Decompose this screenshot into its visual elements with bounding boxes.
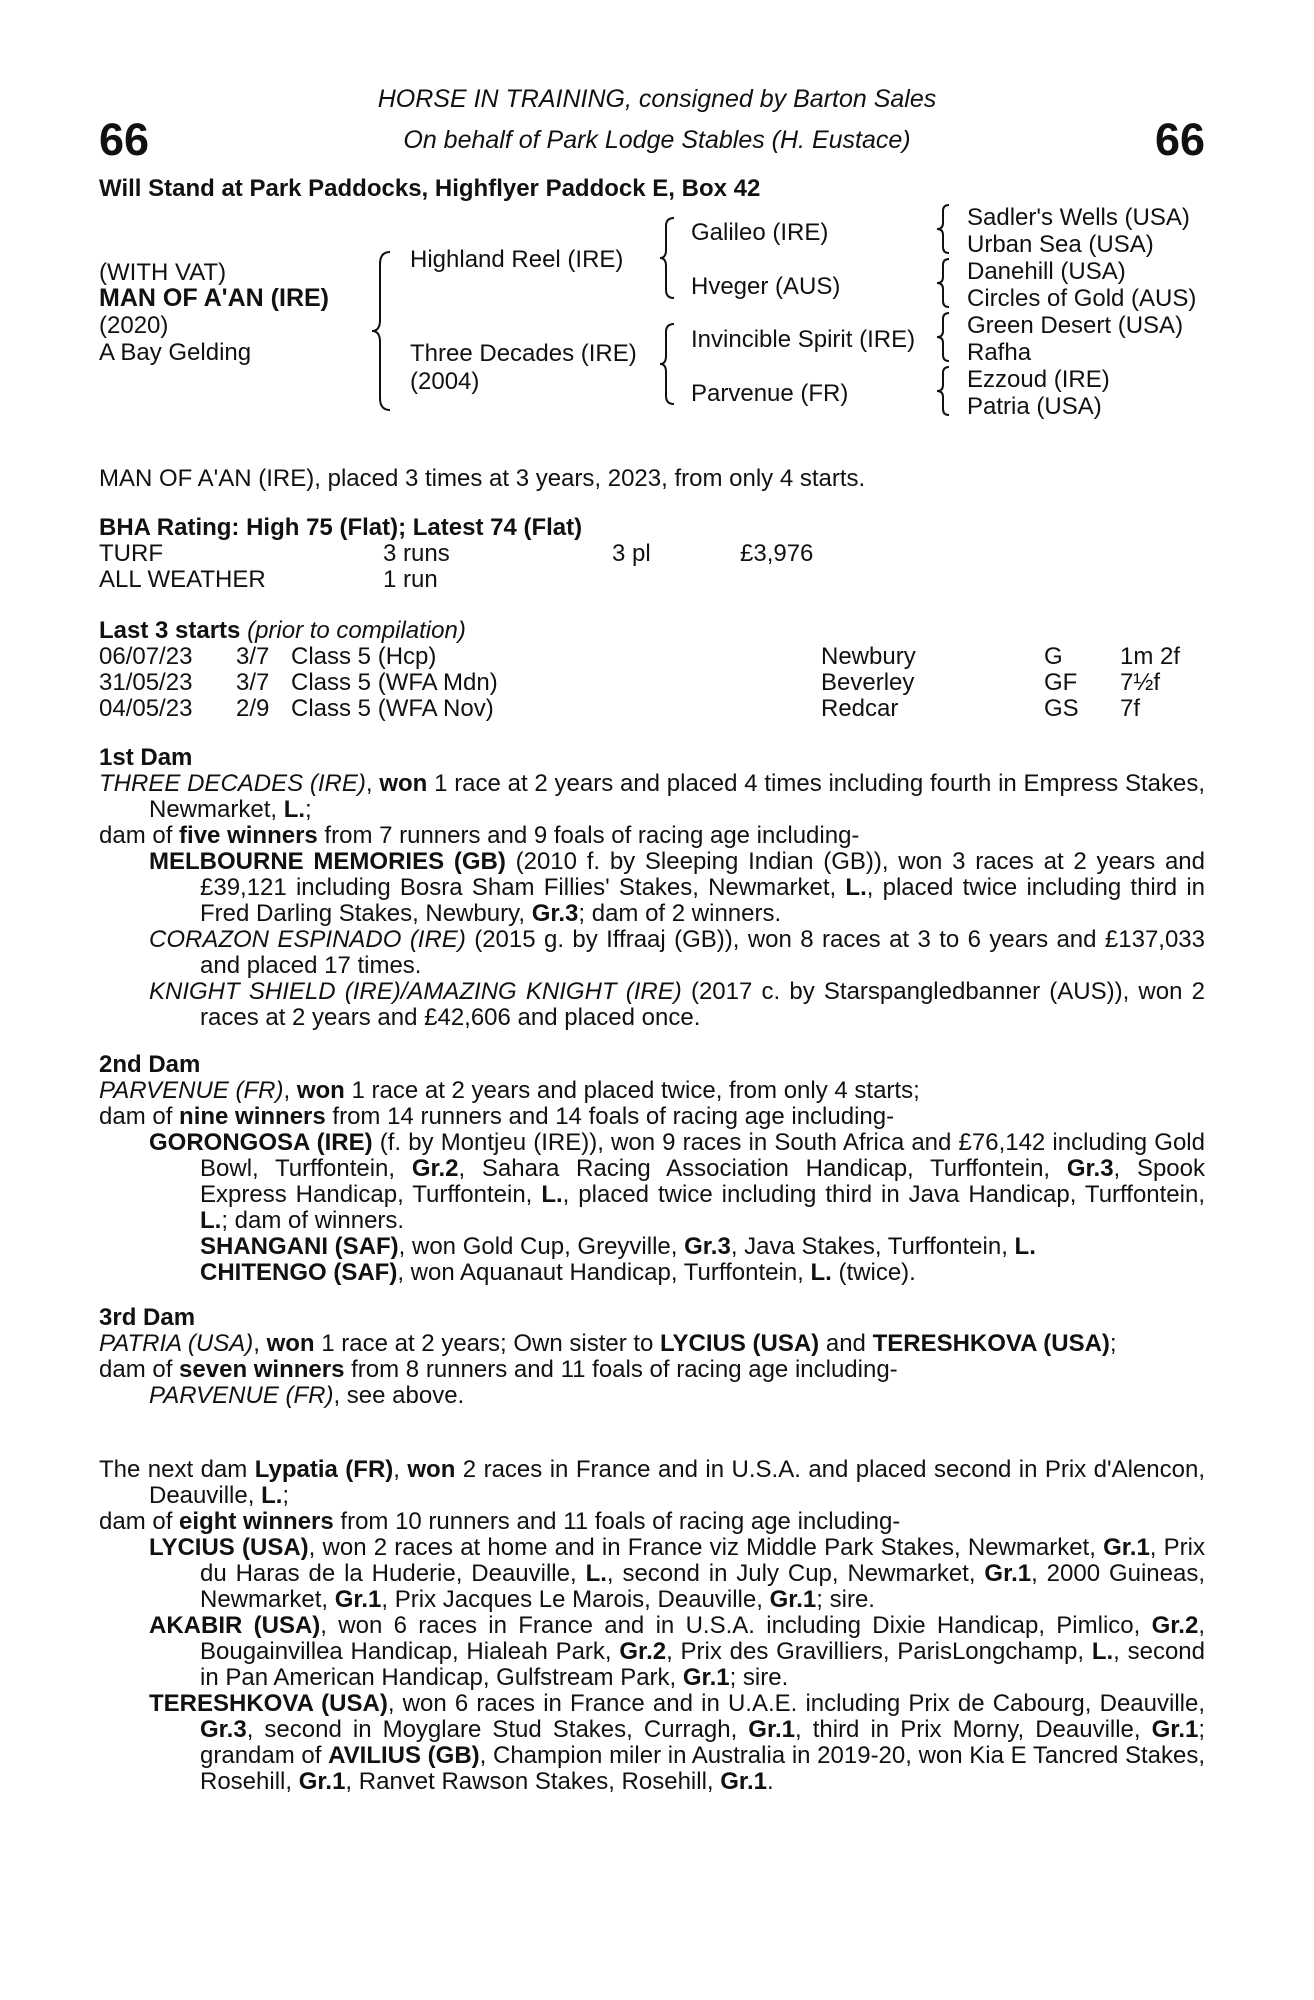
group-label: Gr.1 bbox=[720, 1768, 767, 1795]
text: (2017 c. by Starspangledbanner (AUS)), won 2 races at 2 years and £42,606 and placed once. bbox=[200, 978, 1205, 1031]
text: dam of bbox=[99, 1508, 180, 1535]
start-position: 3/7 bbox=[236, 669, 270, 696]
start-distance: 1m 2f bbox=[1120, 643, 1181, 670]
listed-label: L. bbox=[1091, 1638, 1114, 1665]
listed-label: L. bbox=[845, 874, 867, 901]
third-dam-produce bbox=[99, 1357, 1205, 1383]
text: 2 races in France and in U.S.A. and placed second in Prix d'Alencon, Deauville, bbox=[149, 1456, 1205, 1509]
consignment-title: HORSE IN TRAINING, consigned by Barton Sales bbox=[377, 85, 937, 113]
text: dam of bbox=[99, 1103, 180, 1130]
sibling-name: TERESHKOVA (USA) bbox=[872, 1330, 1110, 1357]
text: , 2000 Guineas, Newmarket, bbox=[200, 1560, 1206, 1613]
placed: 3 pl bbox=[612, 540, 651, 567]
text: , won Gold Cup, Greyville, bbox=[398, 1233, 685, 1260]
group-label: Gr.3 bbox=[684, 1233, 731, 1260]
start-row bbox=[99, 644, 1180, 670]
first-dam-produce bbox=[99, 823, 1205, 849]
progeny-entry bbox=[99, 1613, 1205, 1691]
lot-number-left: 66 bbox=[99, 114, 150, 165]
last-starts-heading bbox=[99, 618, 466, 644]
dam-name: PATRIA (USA) bbox=[99, 1330, 254, 1357]
foaling-year: (2020) bbox=[99, 312, 169, 339]
pedigree-gen3-8: Patria (USA) bbox=[967, 393, 1102, 420]
progeny-entry bbox=[99, 979, 1205, 1031]
start-position: 2/9 bbox=[236, 695, 270, 722]
consignment-subtitle: On behalf of Park Lodge Stables (H. Eustace) bbox=[403, 126, 911, 154]
text: , bbox=[283, 1077, 297, 1104]
listed-label: L. bbox=[200, 1207, 222, 1234]
stand-location: Will Stand at Park Paddocks, Highflyer Paddock E, Box 42 bbox=[99, 175, 761, 202]
text: (f. by Montjeu (IRE)), won 9 races in South Africa and £76,142 including Gold Bowl, Turffontein, bbox=[200, 1129, 1205, 1182]
group-label: Gr.1 bbox=[769, 1586, 817, 1613]
pedigree-dam-dam: Parvenue (FR) bbox=[691, 380, 849, 407]
text: (2015 g. by Iffraaj (GB)), won 8 races at 3 to 6 years and £137,033 and placed 17 times. bbox=[200, 926, 1206, 979]
group-label: Gr.3 bbox=[200, 1716, 247, 1743]
last-starts-table bbox=[99, 644, 1180, 722]
text: , Bougainvillea Handicap, Hialeah Park, bbox=[200, 1612, 1205, 1665]
group-label: Gr.1 bbox=[682, 1664, 730, 1691]
second-dam-heading: 2nd Dam bbox=[99, 1051, 201, 1078]
text: , won 2 races at home and in France viz Middle Park Stakes, Newmarket, bbox=[308, 1534, 1104, 1561]
text: , Spook Express Handicap, Turffontein, bbox=[200, 1155, 1206, 1208]
start-distance: 7f bbox=[1120, 695, 1141, 722]
progeny-name: MELBOURNE MEMORIES (GB) bbox=[149, 848, 506, 875]
pedigree-gen3-2: Urban Sea (USA) bbox=[967, 231, 1154, 258]
pedigree-sire-sire: Galileo (IRE) bbox=[691, 219, 829, 246]
second-dam-record bbox=[99, 1078, 1205, 1104]
group-label: Gr.3 bbox=[1066, 1155, 1114, 1182]
start-going: G bbox=[1044, 643, 1063, 670]
winners-count: nine winners bbox=[179, 1103, 326, 1130]
text: , Ranvet Rawson Stakes, Rosehill, bbox=[345, 1768, 721, 1795]
won-label: won bbox=[296, 1077, 345, 1104]
pedigree-gen3-1: Sadler's Wells (USA) bbox=[967, 204, 1190, 231]
last-starts-note: (prior to compilation) bbox=[247, 617, 466, 644]
pedigree-dam-sire: Invincible Spirit (IRE) bbox=[691, 326, 916, 353]
progeny-name: AKABIR (USA) bbox=[149, 1612, 321, 1639]
text: The next dam bbox=[99, 1456, 255, 1483]
progeny-name: TERESHKOVA (USA) bbox=[149, 1690, 388, 1717]
listed-label: L. bbox=[283, 796, 306, 823]
text: , see above. bbox=[333, 1382, 465, 1409]
third-dam-record bbox=[99, 1331, 1205, 1357]
next-dam-produce bbox=[99, 1509, 1205, 1535]
pedigree-brace-main bbox=[368, 250, 398, 412]
text: 1 race at 2 years; Own sister to bbox=[314, 1330, 661, 1357]
dam-name: THREE DECADES (IRE) bbox=[99, 770, 366, 797]
group-label: Gr.1 bbox=[1103, 1534, 1150, 1561]
text: , won 6 races in France and in U.S.A. including Dixie Handicap, Pimlico, bbox=[320, 1612, 1152, 1639]
pedigree-brace-sire bbox=[656, 216, 680, 300]
pedigree-dam-year: (2004) bbox=[410, 368, 480, 395]
progeny-entry bbox=[99, 1535, 1205, 1613]
start-course: Redcar bbox=[821, 695, 899, 722]
text: , placed twice including third in Fred Darling Stakes, Newbury, bbox=[200, 874, 1205, 927]
text: , Champion miler in Australia in 2019-20, won Kia E Tancred Stakes, Rosehill, bbox=[200, 1742, 1206, 1795]
progeny-name: KNIGHT SHIELD (IRE)/AMAZING KNIGHT (IRE) bbox=[149, 978, 682, 1005]
last-starts-title: Last 3 starts bbox=[99, 617, 241, 644]
text: and bbox=[819, 1330, 873, 1357]
text: ; dam of 2 winners. bbox=[578, 900, 782, 927]
surface: TURF bbox=[99, 540, 163, 567]
placed bbox=[612, 567, 740, 593]
text: , Sahara Racing Association Handicap, Turffontein, bbox=[458, 1155, 1067, 1182]
sibling-name: LYCIUS (USA) bbox=[660, 1330, 820, 1357]
progeny-entry bbox=[99, 1691, 1205, 1795]
next-dam-record bbox=[99, 1457, 1205, 1509]
text: (2010 f. by Sleeping Indian (GB)), won 3 races at 2 years and £39,121 including Bosra Sham Fillies' Stakes, Newmarket, bbox=[200, 848, 1205, 901]
start-going: GS bbox=[1044, 695, 1079, 722]
dam-name: Lypatia (FR) bbox=[254, 1456, 394, 1483]
group-label: Gr.1 bbox=[298, 1768, 346, 1795]
group-label: Gr.1 bbox=[334, 1586, 382, 1613]
horse-description: A Bay Gelding bbox=[99, 339, 252, 366]
text: 1 race at 2 years and placed 4 times including fourth in Empress Stakes, Newmarket, bbox=[149, 770, 1206, 823]
first-dam-record bbox=[99, 771, 1205, 823]
progeny-name: PARVENUE (FR) bbox=[149, 1382, 334, 1409]
progeny-entry bbox=[99, 849, 1205, 927]
start-date: 06/07/23 bbox=[99, 643, 193, 670]
first-dam-section bbox=[99, 745, 1205, 1031]
third-dam-heading: 3rd Dam bbox=[99, 1304, 196, 1331]
group-label: Gr.2 bbox=[1151, 1612, 1199, 1639]
text: (twice). bbox=[831, 1259, 916, 1286]
listed-label: L. bbox=[585, 1560, 607, 1587]
text: , Prix du Haras de la Huderie, Deauville, bbox=[200, 1534, 1205, 1587]
rating-row bbox=[99, 567, 813, 593]
text: , Prix Jacques Le Marois, Deauville, bbox=[381, 1586, 770, 1613]
runs: 3 runs bbox=[383, 540, 450, 567]
text: ; grandam of bbox=[200, 1716, 1206, 1769]
listed-label: L. bbox=[810, 1259, 832, 1286]
horse-name: MAN OF A'AN (IRE) bbox=[99, 284, 329, 312]
text: from 10 runners and 11 foals of racing age including- bbox=[333, 1508, 901, 1535]
text: ; sire. bbox=[816, 1586, 875, 1613]
group-label: Gr.3 bbox=[531, 900, 579, 927]
grand-progeny-entry bbox=[99, 1234, 1205, 1260]
text: , bbox=[253, 1330, 267, 1357]
text: , placed twice including third in Java Handicap, Turffontein, bbox=[562, 1181, 1206, 1208]
progeny-entry bbox=[99, 927, 1205, 979]
text: ; sire. bbox=[729, 1664, 789, 1691]
text: from 8 runners and 11 foals of racing age including- bbox=[344, 1356, 898, 1383]
pedigree-gen3-5: Green Desert (USA) bbox=[967, 312, 1184, 339]
progeny-name: LYCIUS (USA) bbox=[149, 1534, 309, 1561]
grand-progeny-entry bbox=[99, 1260, 1205, 1286]
progeny-name: CORAZON ESPINADO (IRE) bbox=[149, 926, 466, 953]
text: from 7 runners and 9 foals of racing age including- bbox=[317, 822, 860, 849]
start-row bbox=[99, 670, 1180, 696]
winners-count: seven winners bbox=[179, 1356, 345, 1383]
last-starts-rows bbox=[99, 644, 1180, 722]
start-distance: 7½f bbox=[1120, 669, 1161, 696]
won-label: won bbox=[379, 770, 428, 797]
text: , bbox=[393, 1456, 408, 1483]
progeny-name: AVILIUS (GB) bbox=[328, 1742, 480, 1769]
winners-count: eight winners bbox=[179, 1508, 334, 1535]
winners-count: five winners bbox=[179, 822, 318, 849]
group-label: Gr.2 bbox=[411, 1155, 459, 1182]
pedigree-gen3-7: Ezzoud (IRE) bbox=[967, 366, 1110, 393]
text: , won Aquanaut Handicap, Turffontein, bbox=[397, 1259, 811, 1286]
vat-note: (WITH VAT) bbox=[99, 259, 227, 286]
start-course: Beverley bbox=[821, 669, 915, 696]
rating-row bbox=[99, 541, 813, 567]
text: 1 race at 2 years and placed twice, from only 4 starts; bbox=[344, 1077, 920, 1104]
text: , won 6 races in France and in U.A.E. including Prix de Cabourg, Deauville, bbox=[387, 1690, 1205, 1717]
earnings bbox=[740, 567, 813, 593]
dam-name: PARVENUE (FR) bbox=[99, 1077, 284, 1104]
progeny-name: GORONGOSA (IRE) bbox=[149, 1129, 373, 1156]
progeny-name: CHITENGO (SAF) bbox=[200, 1259, 398, 1286]
pedigree-brace-g3-1 bbox=[933, 203, 955, 255]
group-label: Gr.1 bbox=[984, 1560, 1032, 1587]
text: , Prix des Gravilliers, ParisLongchamp, bbox=[666, 1638, 1092, 1665]
pedigree-gen3-3: Danehill (USA) bbox=[967, 258, 1126, 285]
pedigree-gen3-6: Rafha bbox=[967, 339, 1032, 366]
pedigree-brace-dam bbox=[656, 322, 680, 406]
bha-rating: BHA Rating: High 75 (Flat); Latest 74 (Flat) bbox=[99, 514, 583, 541]
text: , bbox=[365, 770, 380, 797]
listed-label: L. bbox=[261, 1482, 283, 1509]
start-position: 3/7 bbox=[236, 643, 270, 670]
text: , third in Prix Morny, Deauville, bbox=[795, 1716, 1152, 1743]
earnings: £3,976 bbox=[740, 540, 814, 567]
text: , second in Moyglare Stud Stakes, Curragh, bbox=[246, 1716, 749, 1743]
start-going: GF bbox=[1044, 669, 1078, 696]
third-dam-section bbox=[99, 1305, 1205, 1409]
pedigree-sire-dam: Hveger (AUS) bbox=[691, 273, 841, 300]
won-label: won bbox=[266, 1330, 315, 1357]
text: , second in July Cup, Newmarket, bbox=[606, 1560, 985, 1587]
pedigree-gen3-4: Circles of Gold (AUS) bbox=[967, 285, 1197, 312]
pedigree-sire: Highland Reel (IRE) bbox=[410, 246, 624, 273]
won-label: won bbox=[407, 1456, 456, 1483]
text: dam of bbox=[99, 822, 180, 849]
next-dam-section bbox=[99, 1457, 1205, 1795]
start-date: 31/05/23 bbox=[99, 669, 193, 696]
progeny-name: SHANGANI (SAF) bbox=[200, 1233, 399, 1260]
start-race: Class 5 (WFA Mdn) bbox=[291, 669, 498, 696]
text: ; bbox=[305, 796, 312, 823]
listed-label: L. bbox=[541, 1181, 563, 1208]
text: from 14 runners and 14 foals of racing age including- bbox=[325, 1103, 895, 1130]
pedigree-brace-g3-2 bbox=[933, 257, 955, 309]
start-row bbox=[99, 696, 1180, 722]
pedigree-dam: Three Decades (IRE) bbox=[410, 340, 637, 367]
progeny-entry bbox=[99, 1383, 1205, 1409]
text: ; bbox=[1109, 1330, 1117, 1357]
text: ; dam of winners. bbox=[221, 1207, 405, 1234]
rating-table bbox=[99, 541, 813, 593]
progeny-entry bbox=[99, 1130, 1205, 1234]
rating-rows bbox=[99, 541, 813, 593]
runs: 1 run bbox=[383, 566, 438, 593]
race-summary: MAN OF A'AN (IRE), placed 3 times at 3 years, 2023, from only 4 starts. bbox=[99, 465, 866, 492]
start-race: Class 5 (WFA Nov) bbox=[291, 695, 494, 722]
text: . bbox=[766, 1768, 774, 1795]
text: , second in Pan American Handicap, Gulfstream Park, bbox=[200, 1638, 1205, 1691]
listed-label: L. bbox=[1014, 1233, 1036, 1260]
lot-number-right: 66 bbox=[1154, 114, 1205, 165]
second-dam-produce bbox=[99, 1104, 1205, 1130]
group-label: Gr.1 bbox=[1151, 1716, 1199, 1743]
pedigree-brace-g3-3 bbox=[933, 311, 955, 363]
first-dam-heading: 1st Dam bbox=[99, 744, 193, 771]
text: dam of bbox=[99, 1356, 180, 1383]
second-dam-section bbox=[99, 1052, 1205, 1286]
group-label: Gr.1 bbox=[748, 1716, 795, 1743]
start-course: Newbury bbox=[821, 643, 916, 670]
pedigree-brace-g3-4 bbox=[933, 365, 955, 417]
start-date: 04/05/23 bbox=[99, 695, 193, 722]
text: , Java Stakes, Turffontein, bbox=[730, 1233, 1015, 1260]
text: ; bbox=[282, 1482, 290, 1509]
start-race: Class 5 (Hcp) bbox=[291, 643, 437, 670]
group-label: Gr.2 bbox=[619, 1638, 667, 1665]
surface: ALL WEATHER bbox=[99, 566, 266, 593]
